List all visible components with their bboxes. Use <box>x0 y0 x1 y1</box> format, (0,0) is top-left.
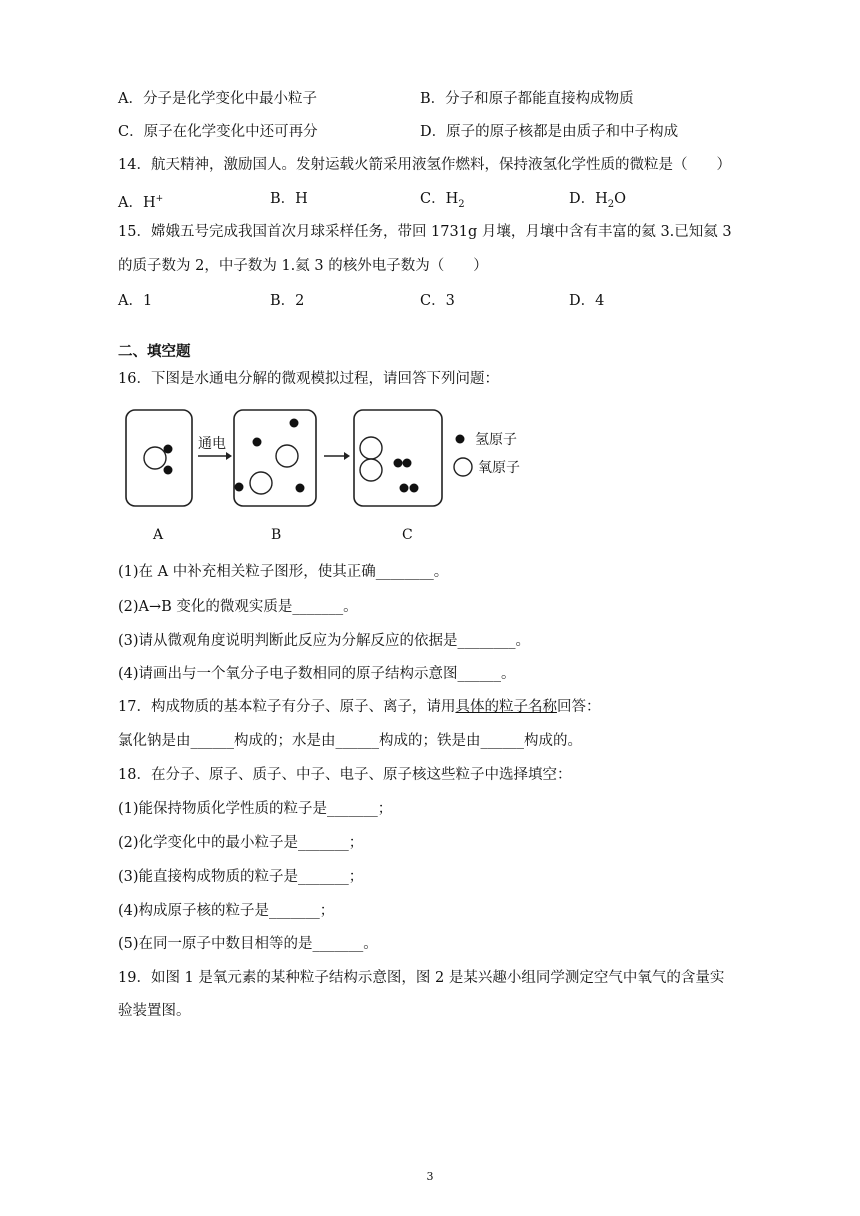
oxygen-atom <box>250 472 272 494</box>
panel-label-a: A <box>153 527 164 543</box>
option-text: D．H <box>569 191 608 207</box>
question-15-stem-line2: 的质子数为 2，中子数为 1.氦 3 的核外电子数为（ ） <box>118 258 488 274</box>
stem-text: 回答： <box>556 699 601 715</box>
question-19-line1: 19．如图 1 是氧元素的某种粒子结构示意图，图 2 是某兴趣小组同学测定空气中氧气的含量实 <box>118 970 725 986</box>
question-16-sub2: (2)A→B 变化的微观实质是_______。 <box>118 599 358 615</box>
hydrogen-atom <box>403 459 412 468</box>
option-d: D．原子的原子核都是由质子和中子构成 <box>420 124 679 140</box>
question-14-stem: 14．航天精神，激励国人。发射运载火箭采用液氢作燃料，保持液氢化学性质的微粒是（ ） <box>118 157 731 173</box>
legend-oxygen-label: 氧原子 <box>478 460 520 476</box>
stem-underlined: 具体的粒子名称 <box>455 699 557 715</box>
arrow-label: 通电 <box>198 436 226 452</box>
hydrogen-atom <box>164 445 173 454</box>
panel-label-c: C <box>402 527 413 543</box>
legend-oxygen-marker <box>454 458 472 476</box>
hydrogen-atom <box>253 438 262 447</box>
option-text: C．H <box>420 191 459 207</box>
subscript: 2 <box>458 198 465 210</box>
legend-hydrogen-marker <box>456 435 465 444</box>
oxygen-atom <box>360 437 382 459</box>
arrow-head <box>226 452 232 460</box>
question-14-option-d <box>569 189 626 215</box>
question-14-option-a <box>118 189 163 213</box>
question-18-stem: 18．在分子、原子、质子、中子、电子、原子核这些粒子中选择填空： <box>118 767 572 783</box>
hydrogen-atom <box>400 484 409 493</box>
page-number: 3 <box>426 1170 434 1183</box>
question-17-line2: 氯化钠是由______构成的；水是由______构成的；铁是由______构成的。 <box>118 733 582 749</box>
question-14-option-b: B．H <box>270 191 308 207</box>
oxygen-atom <box>144 447 166 469</box>
question-18-sub5: (5)在同一原子中数目相等的是_______。 <box>118 936 378 952</box>
question-15-option-b: B．2 <box>270 293 305 309</box>
hydrogen-atom <box>235 483 244 492</box>
option-c: C．原子在化学变化中还可再分 <box>118 124 318 140</box>
question-15-stem-line1: 15．嫦娥五号完成我国首次月球采样任务，带回 1731g 月壤，月壤中含有丰富的氦 3.已知氦 3 <box>118 224 732 240</box>
stem-text: 17．构成物质的基本粒子有分子、原子、离子，请用 <box>118 699 456 715</box>
question-17-stem <box>118 697 600 717</box>
question-18-sub2: (2)化学变化中的最小粒子是_______； <box>118 835 364 851</box>
question-16-sub1: (1)在 A 中补充相关粒子图形，使其正确________。 <box>118 564 449 580</box>
question-19-line2: 验装置图。 <box>118 1003 191 1019</box>
hydrogen-atom <box>394 459 403 468</box>
panel-label-b: B <box>271 527 282 543</box>
oxygen-atom <box>360 459 382 481</box>
panel-b-box <box>234 410 316 506</box>
arrow-head <box>344 452 350 460</box>
water-electrolysis-figure <box>120 408 540 548</box>
hydrogen-atom <box>296 484 305 493</box>
option-a: A．分子是化学变化中最小粒子 <box>118 91 317 107</box>
question-16-sub4: (4)请画出与一个氧分子电子数相同的原子结构示意图______。 <box>118 666 516 682</box>
question-14-option-c <box>420 189 465 215</box>
subscript: 2 <box>607 198 615 210</box>
superscript: + <box>155 194 164 204</box>
question-18-sub4: (4)构成原子核的粒子是_______； <box>118 903 335 919</box>
hydrogen-atom <box>410 484 419 493</box>
option-text: A．H <box>118 194 156 211</box>
hydrogen-atom <box>164 466 173 475</box>
legend-hydrogen-label: 氢原子 <box>475 432 517 448</box>
oxygen-atom <box>276 445 298 467</box>
section-title: 二、填空题 <box>118 343 191 360</box>
question-16-sub3: (3)请从微观角度说明判断此反应为分解反应的依据是________。 <box>118 633 531 649</box>
question-15-option-c: C．3 <box>420 293 455 309</box>
option-text-tail: O <box>614 191 627 207</box>
question-18-sub3: (3)能直接构成物质的粒子是_______； <box>118 869 364 885</box>
hydrogen-atom <box>290 419 299 428</box>
question-15-option-d: D．4 <box>569 293 605 309</box>
question-18-sub1: (1)能保持物质化学性质的粒子是_______； <box>118 801 393 817</box>
option-b: B．分子和原子都能直接构成物质 <box>420 91 634 107</box>
question-15-option-a: A．1 <box>118 293 153 309</box>
question-16-stem: 16．下图是水通电分解的微观模拟过程，请回答下列问题： <box>118 371 499 387</box>
